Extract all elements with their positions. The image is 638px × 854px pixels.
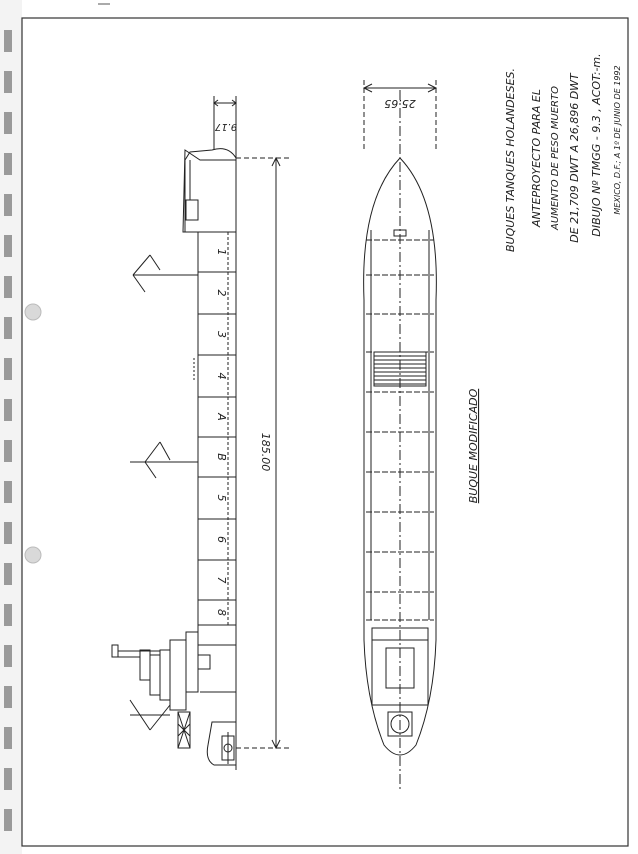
tank-number-label: 7 — [215, 576, 228, 584]
rudder-propeller — [222, 732, 234, 764]
fore-mast — [133, 255, 198, 292]
title-line-3: AUMENTO DE PESO MUERTO — [550, 86, 561, 230]
tank-number-label: 6 — [215, 536, 228, 543]
binding-mark — [4, 276, 12, 298]
tank-labels — [215, 249, 228, 617]
binding-mark — [4, 809, 12, 831]
binding-mark — [4, 645, 12, 667]
binding-mark — [4, 153, 12, 175]
tank-number-label: 4 — [215, 372, 228, 380]
binding-mark — [4, 235, 12, 257]
title-line-5: DIBUJO Nº TMGG - 9.3 , ACOT:-m. — [590, 53, 603, 237]
main-mast — [130, 442, 198, 478]
binding-mark — [4, 30, 12, 52]
tank-number-label: 2 — [215, 289, 228, 297]
profile-view — [112, 110, 236, 770]
binding-mark — [4, 194, 12, 216]
binding-margin — [0, 0, 41, 854]
beam-dimension-label: 25.65 — [384, 97, 416, 110]
binding-mark — [4, 563, 12, 585]
binding-mark — [4, 604, 12, 626]
binding-mark — [4, 768, 12, 790]
binding-mark — [4, 317, 12, 339]
aft-superstructure — [112, 625, 236, 748]
length-dimension-label: 185.00 — [259, 432, 272, 472]
punch-hole-bottom — [25, 547, 41, 563]
binding-mark — [4, 481, 12, 503]
tank-number-label: 1 — [215, 248, 228, 256]
bow-offset-label: 9.17 — [214, 121, 238, 132]
tank-number-label: A — [215, 413, 228, 421]
binding-mark — [4, 727, 12, 749]
binding-mark — [4, 71, 12, 93]
title-line-4: DE 21,709 DWT A 26,896 DWT — [568, 73, 581, 243]
binding-mark — [4, 112, 12, 134]
tank-number-label: 3 — [215, 331, 228, 338]
tank-number-label: 8 — [215, 609, 228, 616]
plan-view — [364, 90, 437, 790]
plan-view-label: BUQUE MODIFICADO — [467, 388, 480, 504]
binding-mark — [4, 522, 12, 544]
binding-mark — [4, 399, 12, 421]
binding-mark — [4, 686, 12, 708]
punch-hole-top — [25, 304, 41, 320]
tank-number-label: B — [215, 453, 228, 461]
title-line-6: MEXICO, D.F.; A 1º DE JUNIO DE 1992 — [613, 65, 622, 215]
binding-mark — [4, 358, 12, 380]
tank-number-label: 5 — [215, 494, 228, 502]
binding-mark — [4, 440, 12, 462]
title-line-2: ANTEPROYECTO PARA EL — [530, 89, 543, 227]
title-block — [504, 53, 622, 252]
title-line-1: BUQUES TANQUES HOLANDESES. — [504, 68, 517, 252]
